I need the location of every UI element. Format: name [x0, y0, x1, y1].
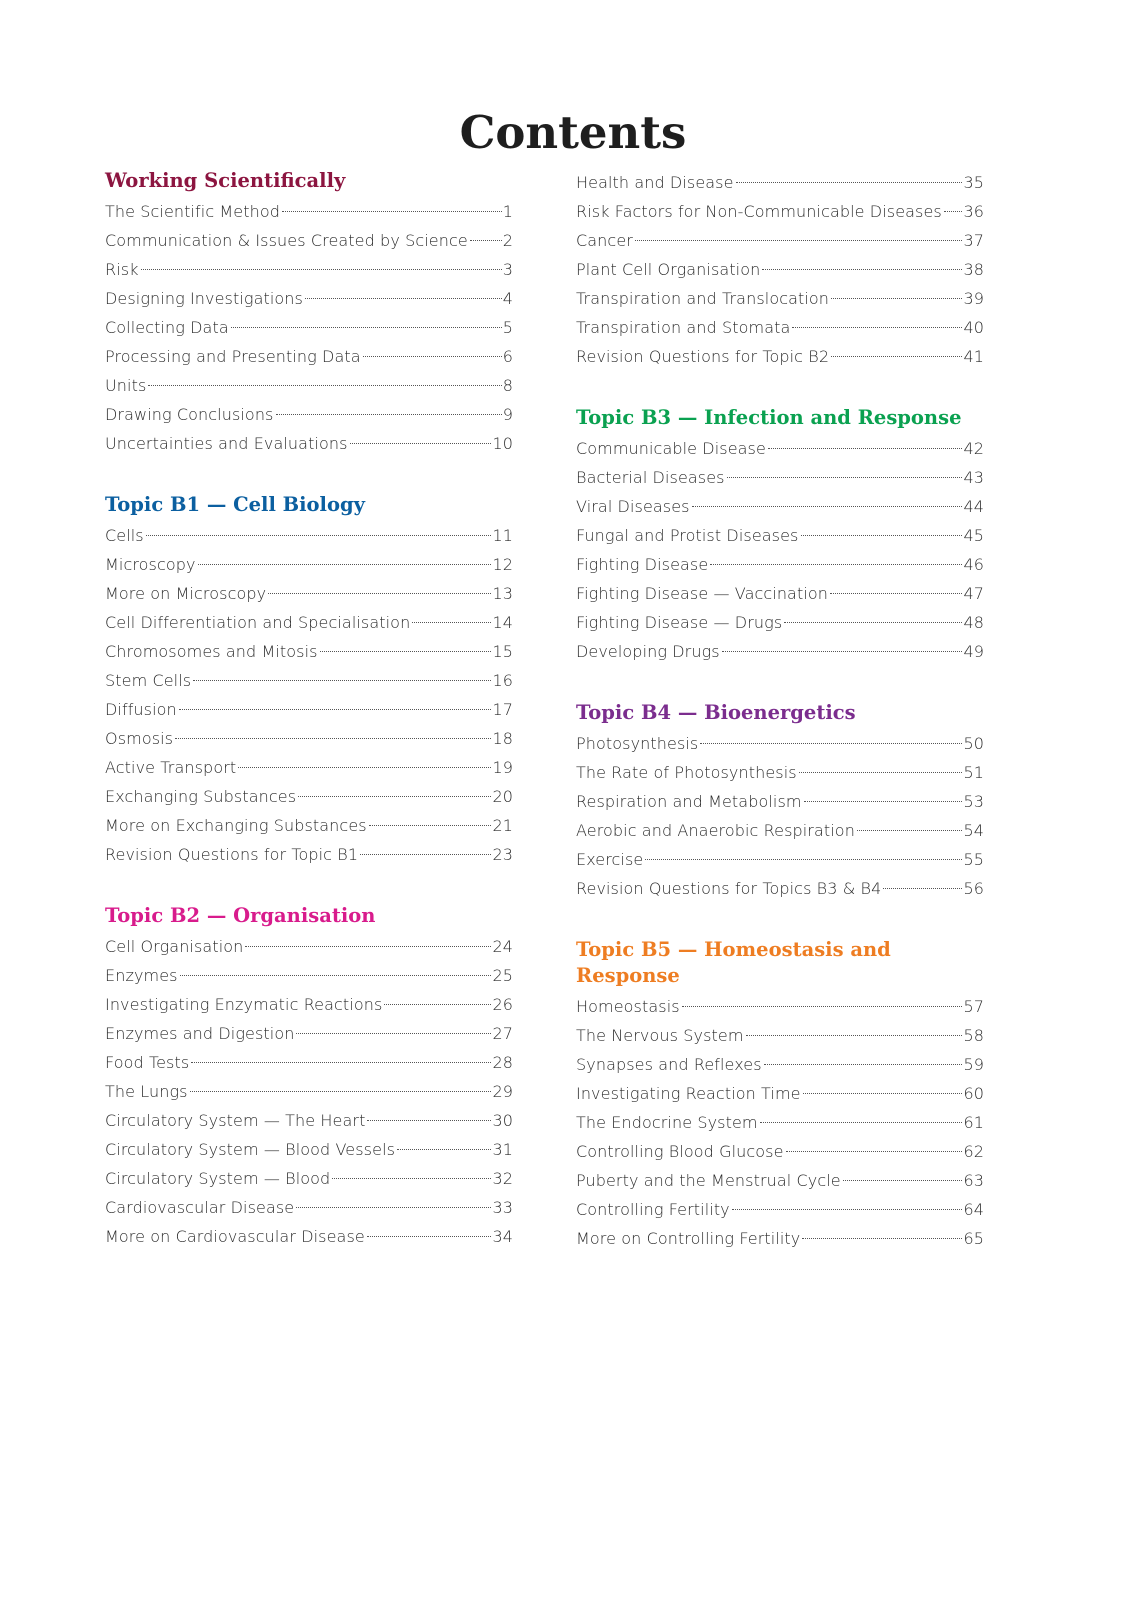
toc-entry-title: Synapses and Reflexes [576, 1055, 762, 1074]
toc-entry-page-number: 45 [963, 526, 984, 545]
toc-entry-page-number: 53 [963, 792, 984, 811]
toc-entry-title: Enzymes [105, 966, 178, 985]
toc-entry-page-number: 30 [492, 1111, 513, 1130]
section-heading: Topic B3 — Infection and Response [576, 406, 962, 429]
toc-entry-title: Diffusion [105, 700, 177, 719]
toc-entry-page-number: 5 [502, 318, 513, 337]
dot-leader [764, 1064, 963, 1065]
dot-leader [732, 1209, 963, 1210]
toc-entry[interactable] [576, 1224, 984, 1253]
toc-entry-page-number: 38 [963, 260, 984, 279]
toc-entry-page-number: 47 [963, 584, 984, 603]
toc-entry[interactable] [105, 753, 513, 782]
dot-leader [843, 1180, 963, 1181]
toc-entry-title: Osmosis [105, 729, 174, 748]
toc-entry-title: Controlling Fertility [576, 1200, 730, 1219]
toc-entry-title: Circulatory System — Blood [105, 1169, 331, 1188]
toc-entry-page-number: 49 [963, 642, 984, 661]
toc-entry-page-number: 59 [963, 1055, 984, 1074]
toc-entry[interactable] [576, 758, 984, 787]
toc-entry-page-number: 64 [963, 1200, 984, 1219]
toc-entry-page-number: 25 [492, 966, 513, 985]
toc-entry-title: Microscopy [105, 555, 196, 574]
toc-entry-title: Puberty and the Menstrual Cycle [576, 1171, 841, 1190]
toc-entry-title: Aerobic and Anaerobic Respiration [576, 821, 855, 840]
toc-entry-title: Designing Investigations [105, 289, 303, 308]
toc-entry[interactable] [576, 342, 984, 371]
toc-entry-title: The Lungs [105, 1082, 188, 1101]
toc-entry-title: Processing and Presenting Data [105, 347, 361, 366]
dot-leader [245, 946, 491, 947]
toc-entry[interactable] [576, 463, 984, 492]
toc-entry[interactable] [576, 197, 984, 226]
toc-entry-page-number: 16 [492, 671, 513, 690]
toc-entry-title: Bacterial Diseases [576, 468, 725, 487]
toc-entry-page-number: 13 [492, 584, 513, 603]
toc-entry-page-number: 58 [963, 1026, 984, 1045]
toc-entry[interactable] [105, 961, 513, 990]
toc-entry-title: The Nervous System [576, 1026, 744, 1045]
dot-leader [198, 564, 492, 565]
toc-section-working-scientifically [105, 168, 513, 458]
toc-entry[interactable] [576, 1108, 984, 1137]
toc-entry-page-number: 44 [963, 497, 984, 516]
dot-leader [802, 1238, 962, 1239]
dot-leader [282, 211, 502, 212]
toc-entry-page-number: 11 [492, 526, 513, 545]
toc-entry-title: Respiration and Metabolism [576, 792, 802, 811]
toc-entry-page-number: 32 [492, 1169, 513, 1188]
toc-entry[interactable] [576, 1195, 984, 1224]
toc-entry[interactable] [105, 1106, 513, 1135]
toc-entry-title: Chromosomes and Mitosis [105, 642, 318, 661]
toc-entry-page-number: 54 [963, 821, 984, 840]
section-heading: Topic B4 — Bioenergetics [576, 701, 856, 724]
toc-entry-title: Fungal and Protist Diseases [576, 526, 799, 545]
toc-entry-title: Exercise [576, 850, 644, 869]
toc-entry[interactable] [105, 400, 513, 429]
toc-entry[interactable] [105, 197, 513, 226]
toc-entry-title: Risk Factors for Non-Communicable Diseases [576, 202, 942, 221]
toc-entry[interactable] [105, 1135, 513, 1164]
toc-entry-title: Revision Questions for Topic B2 [576, 347, 830, 366]
section-heading: Topic B1 — Cell Biology [105, 493, 365, 516]
toc-entry-page-number: 20 [492, 787, 513, 806]
toc-entry-page-number: 63 [963, 1171, 984, 1190]
toc-entry-title: Fighting Disease [576, 555, 709, 574]
dot-leader [367, 1236, 492, 1237]
dot-leader [193, 680, 491, 681]
toc-entry-title: More on Controlling Fertility [576, 1229, 801, 1248]
toc-section-topic-b3-infection-and-response [576, 405, 984, 666]
dot-leader [801, 535, 963, 536]
toc-entry-page-number: 29 [492, 1082, 513, 1101]
toc-entry-title: Circulatory System — The Heart [105, 1111, 366, 1130]
toc-entry[interactable] [576, 1166, 984, 1195]
dot-leader [792, 327, 962, 328]
dot-leader [722, 651, 963, 652]
dot-leader [831, 356, 962, 357]
toc-entry[interactable] [576, 992, 984, 1021]
toc-entry-page-number: 34 [492, 1227, 513, 1246]
toc-entry-page-number: 12 [492, 555, 513, 574]
dot-leader [746, 1035, 963, 1036]
toc-entry[interactable] [105, 1193, 513, 1222]
toc-entry-page-number: 39 [963, 289, 984, 308]
toc-entry[interactable] [576, 1079, 984, 1108]
toc-entry-title: Exchanging Substances [105, 787, 297, 806]
section-heading: Working Scientifically [105, 169, 346, 192]
toc-entry-title: Risk [105, 260, 139, 279]
toc-entry-page-number: 62 [963, 1142, 984, 1161]
dot-leader [830, 593, 962, 594]
toc-entry-page-number: 55 [963, 850, 984, 869]
dot-leader [367, 1120, 491, 1121]
dot-leader [190, 1091, 492, 1092]
toc-entry-title: Developing Drugs [576, 642, 720, 661]
toc-section-topic-b1-cell-biology [105, 492, 513, 869]
toc-entry-title: Photosynthesis [576, 734, 699, 753]
toc-entry-page-number: 18 [492, 729, 513, 748]
toc-section-topic-b5-homeostasis-and-response [576, 937, 984, 1253]
toc-entry[interactable] [105, 1019, 513, 1048]
toc-entry-page-number: 15 [492, 642, 513, 661]
toc-entry[interactable] [105, 313, 513, 342]
toc-entry[interactable] [105, 1077, 513, 1106]
dot-leader [180, 975, 492, 976]
dot-leader [784, 622, 962, 623]
toc-entry[interactable] [576, 226, 984, 255]
dot-leader [268, 593, 491, 594]
dot-leader [298, 796, 491, 797]
dot-leader [727, 477, 963, 478]
toc-entry-page-number: 6 [502, 347, 513, 366]
dot-leader [682, 1006, 963, 1007]
toc-entry-title: Viral Diseases [576, 497, 690, 516]
toc-entry-page-number: 50 [963, 734, 984, 753]
dot-leader [146, 535, 492, 536]
dot-leader [760, 1122, 963, 1123]
dot-leader [804, 801, 963, 802]
toc-entry-title: More on Cardiovascular Disease [105, 1227, 365, 1246]
toc-entry[interactable] [105, 608, 513, 637]
toc-entry[interactable] [576, 168, 984, 197]
toc-entry[interactable] [576, 1137, 984, 1166]
dot-leader [645, 859, 962, 860]
toc-entry-title: Circulatory System — Blood Vessels [105, 1140, 396, 1159]
section-heading: Topic B5 — Homeostasis and Response [576, 938, 891, 987]
toc-entry[interactable] [105, 695, 513, 724]
toc-entry-page-number: 33 [492, 1198, 513, 1217]
toc-entry-page-number: 48 [963, 613, 984, 632]
toc-entry-page-number: 9 [502, 405, 513, 424]
toc-entry-title: Revision Questions for Topic B1 [105, 845, 359, 864]
dot-leader [786, 1151, 963, 1152]
dot-leader [191, 1062, 491, 1063]
dot-leader [692, 506, 963, 507]
toc-entry-title: Food Tests [105, 1053, 190, 1072]
toc-entry-page-number: 43 [963, 468, 984, 487]
toc-entry[interactable] [105, 226, 513, 255]
toc-entry[interactable] [576, 874, 984, 903]
dot-leader [768, 448, 963, 449]
toc-entry-page-number: 24 [492, 937, 513, 956]
toc-entry[interactable] [576, 608, 984, 637]
toc-entry[interactable] [105, 932, 513, 961]
dot-leader [332, 1178, 491, 1179]
toc-entry-page-number: 65 [963, 1229, 984, 1248]
toc-entry-title: Revision Questions for Topics B3 & B4 [576, 879, 882, 898]
toc-entry[interactable] [576, 787, 984, 816]
dot-leader [369, 825, 492, 826]
toc-entry-title: Units [105, 376, 147, 395]
toc-entry-title: Fighting Disease — Drugs [576, 613, 783, 632]
toc-entry-page-number: 27 [492, 1024, 513, 1043]
dot-leader [384, 1004, 491, 1005]
toc-entry-title: Communication & Issues Created by Science [105, 231, 468, 250]
toc-entry[interactable] [576, 579, 984, 608]
dot-leader [762, 269, 962, 270]
dot-leader [148, 385, 501, 386]
dot-leader [305, 298, 502, 299]
toc-entry-page-number: 26 [492, 995, 513, 1014]
toc-entry-title: Investigating Reaction Time [576, 1084, 801, 1103]
toc-entry-page-number: 42 [963, 439, 984, 458]
dot-leader [360, 854, 491, 855]
toc-entry-title: Stem Cells [105, 671, 192, 690]
toc-entry-page-number: 51 [963, 763, 984, 782]
dot-leader [700, 743, 962, 744]
toc-entry[interactable] [576, 492, 984, 521]
toc-entry-title: Controlling Blood Glucose [576, 1142, 784, 1161]
toc-entry-page-number: 1 [502, 202, 513, 221]
section-heading: Topic B2 — Organisation [105, 904, 376, 927]
toc-entry-title: Cancer [576, 231, 633, 250]
toc-entry-title: The Endocrine System [576, 1113, 758, 1132]
dot-leader [412, 622, 491, 623]
dot-leader [944, 211, 963, 212]
toc-entry-title: Transpiration and Stomata [576, 318, 791, 337]
dot-leader [857, 830, 962, 831]
toc-entry-title: Cell Differentiation and Specialisation [105, 613, 411, 632]
toc-entry[interactable] [576, 1050, 984, 1079]
toc-entry-page-number: 17 [492, 700, 513, 719]
toc-entry[interactable] [105, 724, 513, 753]
toc-entry[interactable] [576, 637, 984, 666]
toc-entry-title: Communicable Disease [576, 439, 766, 458]
toc-entry[interactable] [576, 255, 984, 284]
toc-entry-page-number: 37 [963, 231, 984, 250]
right-column [576, 168, 984, 1287]
toc-entry-title: Fighting Disease — Vaccination [576, 584, 829, 603]
toc-entry-page-number: 35 [963, 173, 984, 192]
toc-entry-title: Drawing Conclusions [105, 405, 274, 424]
toc-entry-page-number: 4 [502, 289, 513, 308]
toc-entry-page-number: 28 [492, 1053, 513, 1072]
toc-entry-title: Plant Cell Organisation [576, 260, 761, 279]
toc-entry-page-number: 36 [963, 202, 984, 221]
toc-entry[interactable] [105, 342, 513, 371]
toc-entry-title: Transpiration and Translocation [576, 289, 830, 308]
toc-entry-title: The Rate of Photosynthesis [576, 763, 797, 782]
toc-section-topic-b4-bioenergetics [576, 700, 984, 903]
toc-entry[interactable] [105, 579, 513, 608]
toc-entry-page-number: 57 [963, 997, 984, 1016]
toc-entry[interactable] [576, 284, 984, 313]
dot-leader [883, 888, 962, 889]
toc-entry[interactable] [576, 729, 984, 758]
toc-entry[interactable] [105, 840, 513, 869]
toc-entry-page-number: 40 [963, 318, 984, 337]
toc-entry-title: The Scientific Method [105, 202, 281, 221]
toc-entry[interactable] [105, 284, 513, 313]
toc-entry-title: Investigating Enzymatic Reactions [105, 995, 383, 1014]
dot-leader [320, 651, 492, 652]
toc-entry[interactable] [576, 1021, 984, 1050]
toc-entry[interactable] [105, 1164, 513, 1193]
toc-entry-page-number: 60 [963, 1084, 984, 1103]
toc-entry-page-number: 46 [963, 555, 984, 574]
toc-entry[interactable] [105, 550, 513, 579]
toc-entry-page-number: 23 [492, 845, 513, 864]
dot-leader [296, 1207, 491, 1208]
toc-entry-page-number: 2 [502, 231, 513, 250]
dot-leader [350, 443, 492, 444]
toc-entry[interactable] [576, 313, 984, 342]
toc-entry[interactable] [105, 521, 513, 550]
toc-entry[interactable] [105, 371, 513, 400]
dot-leader [238, 767, 491, 768]
page-title: Contents [459, 106, 687, 160]
toc-entry[interactable] [105, 811, 513, 840]
toc-entry-title: More on Exchanging Substances [105, 816, 367, 835]
dot-leader [803, 1093, 963, 1094]
dot-leader [296, 1033, 491, 1034]
dot-leader [831, 298, 962, 299]
dot-leader [799, 772, 963, 773]
dot-leader [141, 269, 502, 270]
dot-leader [231, 327, 502, 328]
toc-entry[interactable] [105, 782, 513, 811]
toc-entry-page-number: 8 [502, 376, 513, 395]
dot-leader [710, 564, 962, 565]
toc-entry-title: Cardiovascular Disease [105, 1198, 295, 1217]
toc-entry[interactable] [576, 816, 984, 845]
toc-entry-page-number: 14 [492, 613, 513, 632]
dot-leader [363, 356, 502, 357]
toc-entry-page-number: 41 [963, 347, 984, 366]
dot-leader [635, 240, 963, 241]
toc-entry[interactable] [105, 990, 513, 1019]
toc-entry[interactable] [105, 255, 513, 284]
toc-entry-title: Active Transport [105, 758, 237, 777]
toc-entry-page-number: 3 [502, 260, 513, 279]
toc-section-continued [576, 168, 984, 371]
toc-entry-title: Health and Disease [576, 173, 734, 192]
toc-entry-page-number: 61 [963, 1113, 984, 1132]
dot-leader [179, 709, 492, 710]
toc-entry[interactable] [105, 637, 513, 666]
toc-entry[interactable] [105, 666, 513, 695]
toc-entry[interactable] [105, 429, 513, 458]
toc-entry[interactable] [576, 434, 984, 463]
toc-entry-title: Uncertainties and Evaluations [105, 434, 348, 453]
toc-entry-page-number: 10 [492, 434, 513, 453]
toc-entry-title: Enzymes and Digestion [105, 1024, 295, 1043]
dot-leader [397, 1149, 491, 1150]
toc-entry-page-number: 31 [492, 1140, 513, 1159]
toc-entry-title: Cells [105, 526, 144, 545]
toc-entry-page-number: 19 [492, 758, 513, 777]
toc-entry-page-number: 21 [492, 816, 513, 835]
dot-leader [175, 738, 491, 739]
toc-section-topic-b2-organisation [105, 903, 513, 1251]
toc-entry[interactable] [576, 550, 984, 579]
toc-entry-title: Homeostasis [576, 997, 680, 1016]
toc-entry-title: Collecting Data [105, 318, 229, 337]
toc-entry-page-number: 56 [963, 879, 984, 898]
toc-entry[interactable] [105, 1048, 513, 1077]
left-column [105, 168, 513, 1285]
dot-leader [470, 240, 502, 241]
toc-entry-title: Cell Organisation [105, 937, 244, 956]
toc-entry[interactable] [576, 845, 984, 874]
dot-leader [736, 182, 963, 183]
dot-leader [276, 414, 502, 415]
toc-entry[interactable] [105, 1222, 513, 1251]
toc-entry-title: More on Microscopy [105, 584, 267, 603]
toc-entry[interactable] [576, 521, 984, 550]
